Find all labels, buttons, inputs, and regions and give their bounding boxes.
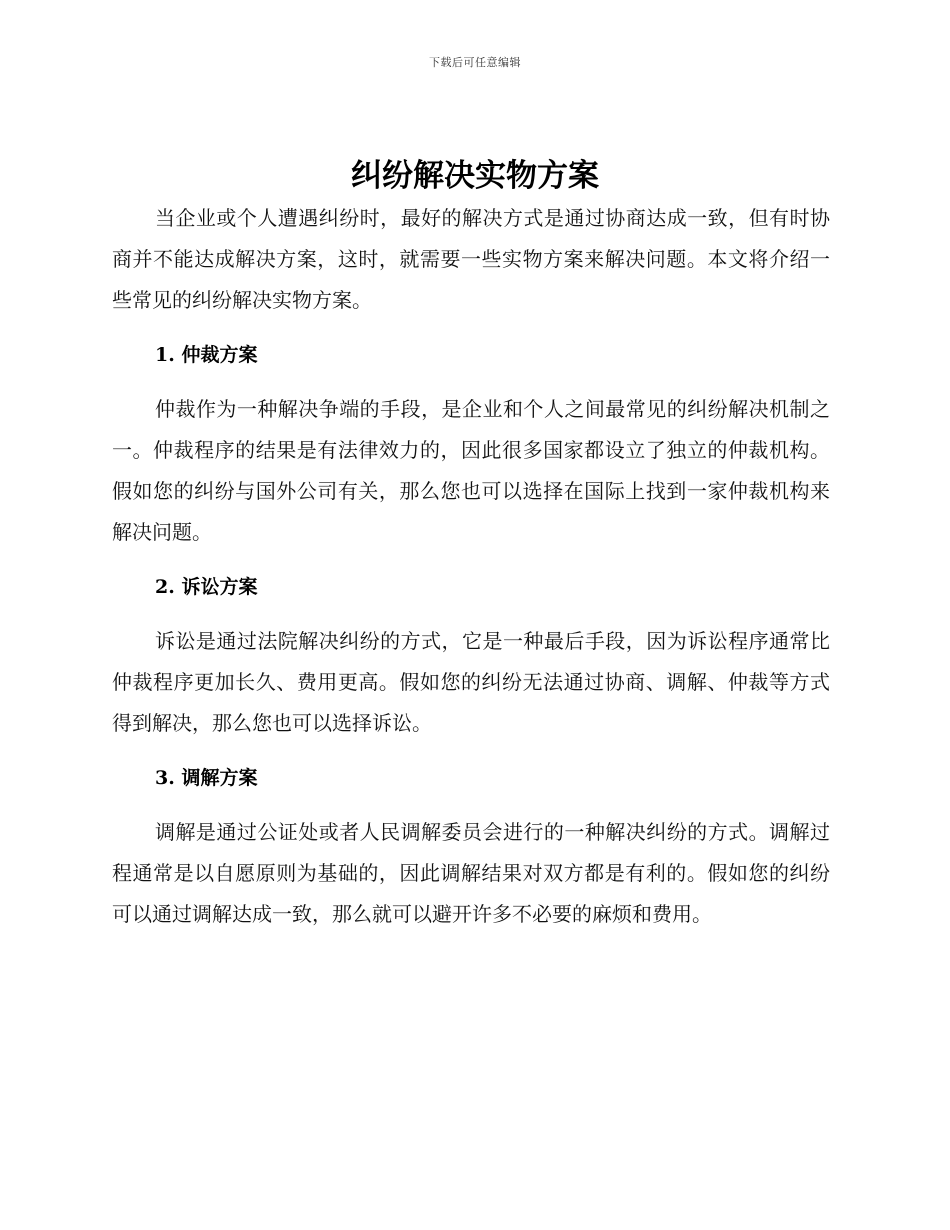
header-note: 下载后可任意编辑: [429, 56, 521, 69]
spacer: [112, 744, 830, 758]
spacer: [112, 553, 830, 567]
intro-paragraph: 当企业或个人遭遇纠纷时，最好的解决方式是通过协商达成一致，但有时协商并不能达成解决方案，这时，就需要一些实物方案来解决问题。本文将介绍一些常见的纠纷解决实物方案。: [112, 206, 830, 312]
section-body-litigation: 诉讼是通过法院解决纠纷的方式，它是一种最后手段，因为诉讼程序通常比仲裁程序更加长久、费用更高。假如您的纠纷无法通过协商、调解、仲裁等方式得到解决，那么您也可以选择诉讼。: [112, 629, 830, 735]
spacer: [112, 375, 830, 389]
spacer: [112, 321, 830, 335]
spacer: [112, 798, 830, 812]
section-heading-arbitration: 1. 仲裁方案: [155, 344, 258, 366]
page-title: 纠纷解决实物方案: [351, 158, 599, 194]
section-body-arbitration: 仲裁作为一种解决争端的手段，是企业和个人之间最常见的纠纷解决机制之一。仲裁程序的结果是有法律效力的，因此很多国家都设立了独立的仲裁机构。假如您的纠纷与国外公司有关，那么您也可以选择在国际上找到一家仲裁机构来解决问题。: [112, 397, 830, 544]
section-body-mediation: 调解是通过公证处或者人民调解委员会进行的一种解决纠纷的方式。调解过程通常是以自愿原则为基础的，因此调解结果对双方都是有利的。假如您的纠纷可以通过调解达成一致，那么就可以避开许多不必要的麻烦和费用。: [112, 820, 830, 926]
section-heading-litigation: 2. 诉讼方案: [155, 576, 258, 598]
document-body: [112, 198, 830, 935]
section-heading-mediation: 3. 调解方案: [155, 767, 258, 789]
spacer: [112, 607, 830, 621]
